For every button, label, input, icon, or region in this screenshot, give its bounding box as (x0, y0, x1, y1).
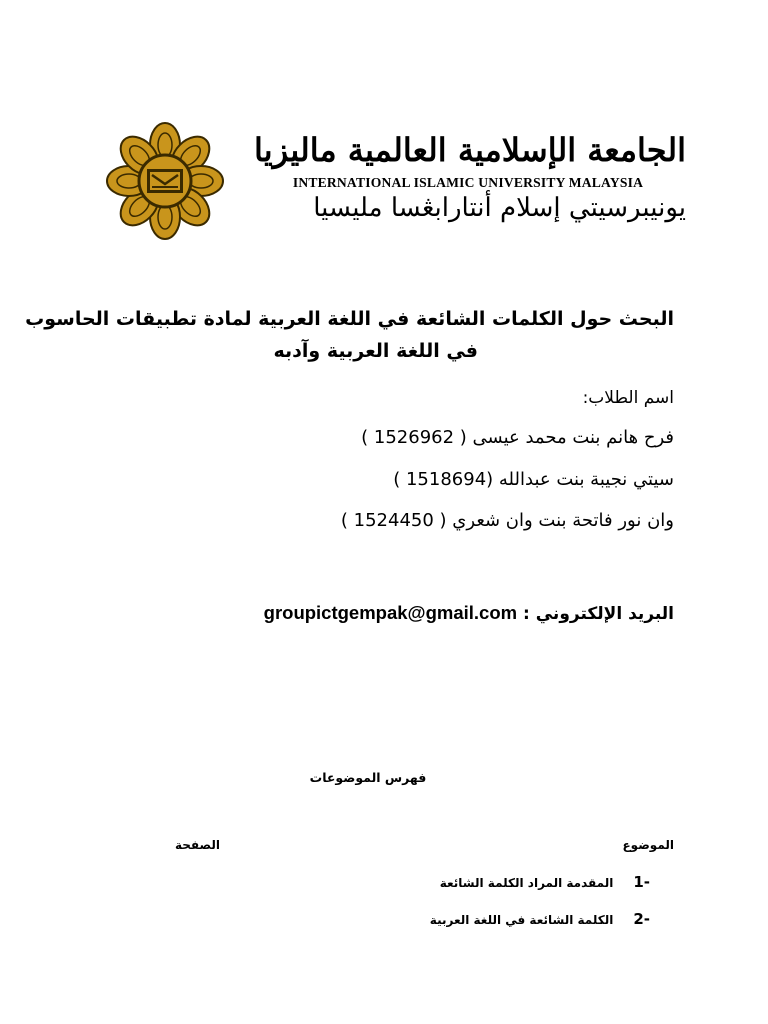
toc-item-text: المقدمة المراد الكلمة الشائعة (439, 876, 614, 890)
student-name-3: وان نور فاتحة بنت وان شعري ( 1524450 ) (340, 510, 674, 531)
toc-item-number: -2 (633, 910, 650, 928)
email-address: groupictgempak@gmail.com (263, 602, 518, 623)
research-title-line-2: في اللغة العربية وآدبه (273, 340, 478, 362)
university-wordmark (250, 122, 686, 240)
students-label: اسم الطلاب: (582, 388, 674, 408)
research-title-line-1: البحث حول الكلمات الشائعة في اللغة العربية لمادة تطبيقات الحاسوب (25, 308, 674, 330)
toc-item (440, 873, 650, 891)
student-name-2: سيتي نجيبة بنت عبدالله (1518694 ) (393, 469, 674, 490)
toc-item-number: -1 (633, 873, 650, 891)
toc-item-text: الكلمة الشائعة في اللغة العربية (429, 913, 614, 927)
toc-title: فهرس الموضوعات (309, 770, 427, 785)
university-jawi-name: يونيبرسيتي إسلام أنتارابڠسا مليسيا (313, 193, 686, 223)
toc-item (430, 910, 650, 928)
university-emblem-icon (90, 122, 240, 240)
student-name-1: فرح هانم بنت محمد عيسى ( 1526962 ) (361, 427, 674, 448)
university-header (90, 122, 690, 240)
university-arabic-name: الجامعة الإسلامية العالمية ماليزيا (254, 131, 686, 169)
email-row (264, 602, 674, 624)
email-label: البريد الإلكتروني : (523, 604, 674, 624)
toc-page-header: الصفحة (174, 838, 220, 852)
toc-topic-header: الموضوع (622, 838, 674, 852)
university-english-name: INTERNATIONAL ISLAMIC UNIVERSITY MALAYSIA (292, 175, 644, 190)
